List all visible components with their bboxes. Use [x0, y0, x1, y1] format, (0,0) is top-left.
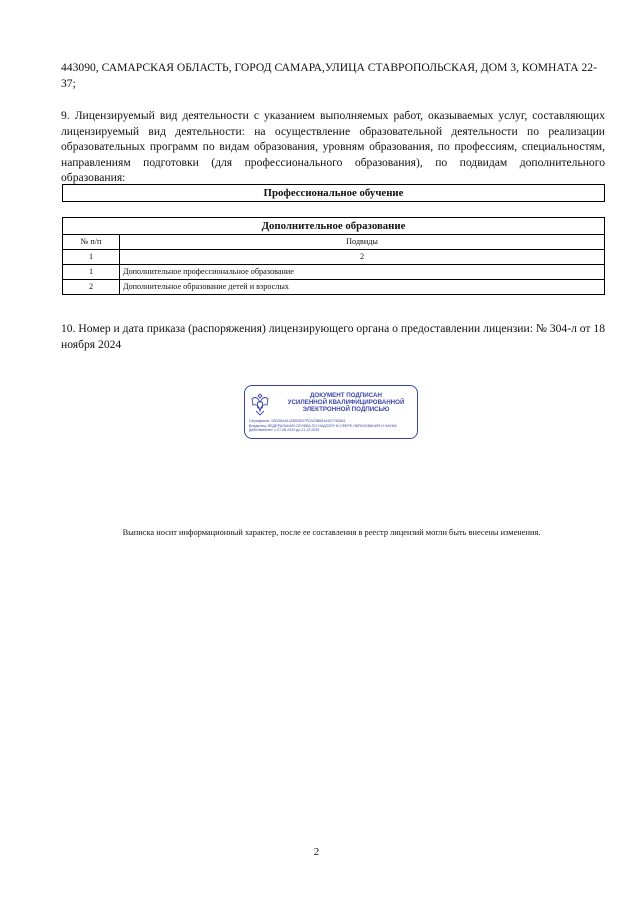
licensed-activity-paragraph: 9. Лицензируемый вид деятельности с указанием выполняемых работ, оказываемых услуг, составляющих лицензируемый вид деятельности: на осуществление образовательной деятельности по реализации образовательных программ по видам образования, уровням образования, по профессиям, специальностям, направлениям подготовки (для профессионального образования), по подвидам дополнительного образования:: [61, 109, 605, 184]
professional-training-table: [62, 184, 605, 202]
stamp-certificate: Сертификат: 00D0A9A142EB3E07FEA23B694A927760801: [249, 419, 346, 423]
page-number: 2: [313, 846, 320, 858]
stamp-owner: Владелец: ФЕДЕРАЛЬНАЯ СЛУЖБА ПО НАДЗОРУ В СФЕРЕ ОБРАЗОВАНИЯ И НАУКИ: [249, 423, 397, 428]
coat-of-arms-icon: [249, 391, 271, 417]
column-header-subtypes: Подвиды: [120, 235, 605, 250]
stamp-title: [275, 392, 417, 414]
row-number: 1: [63, 265, 120, 280]
index-cell-1: 1: [63, 250, 120, 265]
additional-education-table: [62, 217, 605, 295]
stamp-title-line: ДОКУМЕНТ ПОДПИСАН: [310, 392, 382, 399]
electronic-signature-stamp: [244, 385, 418, 439]
disclaimer-notice: Выписка носит информационный характер, после ее составления в реестр лицензий могли быть внесены изменения.: [122, 528, 541, 537]
row-subtype: Дополнительное профессиональное образование: [120, 265, 605, 280]
row-number: 2: [63, 280, 120, 295]
stamp-title-line: ЭЛЕКТРОННОЙ ПОДПИСЬЮ: [302, 406, 390, 414]
table-header-row: [63, 235, 605, 250]
license-order-paragraph: 10. Номер и дата приказа (распоряжения) лицензирующего органа о предоставлении лицензии: № 304-л от 18 ноября 2024: [61, 322, 605, 351]
table-row: [63, 280, 605, 295]
column-header-number: № п/п: [63, 235, 120, 250]
additional-education-title: Дополнительное образование: [63, 218, 605, 235]
table-index-row: [63, 250, 605, 265]
stamp-details: [249, 419, 417, 433]
index-cell-2: 2: [120, 250, 605, 265]
stamp-validity: Действителен: с 27.08.2024 до 21.12.2025: [249, 428, 320, 433]
row-subtype: Дополнительное образование детей и взрослых: [120, 280, 605, 295]
address-text: 443090, САМАРСКАЯ ОБЛАСТЬ, ГОРОД САМАРА,УЛИЦА СТАВРОПОЛЬСКАЯ, ДОМ 3, КОМНАТА 22-37;: [61, 61, 597, 90]
stamp-title-line: УСИЛЕННОЙ КВАЛИФИЦИРОВАННОЙ: [287, 399, 405, 407]
professional-training-title: Профессиональное обучение: [63, 185, 605, 202]
table-row: [63, 265, 605, 280]
